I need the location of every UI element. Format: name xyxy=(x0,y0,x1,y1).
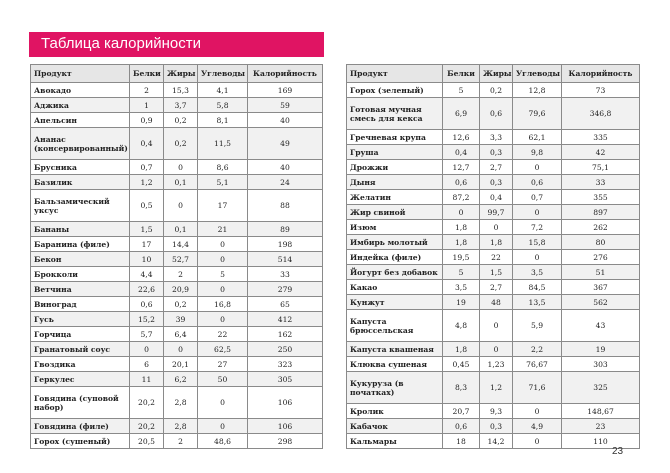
table-row xyxy=(31,387,323,419)
calories-cell: 346,8 xyxy=(562,98,640,130)
fat-cell: 0,2 xyxy=(164,128,198,160)
fat-cell: 0,1 xyxy=(164,222,198,237)
carbs-cell: 5 xyxy=(198,267,248,282)
protein-cell: 4,4 xyxy=(130,267,164,282)
carbs-cell: 0 xyxy=(198,419,248,434)
product-cell: Гранатовый соус xyxy=(31,342,130,357)
fat-cell: 9,3 xyxy=(480,404,513,419)
table-row xyxy=(31,372,323,387)
protein-cell: 0,6 xyxy=(130,297,164,312)
protein-cell: 19,5 xyxy=(443,250,480,265)
fat-cell: 15,3 xyxy=(164,83,198,98)
column-header: Белки xyxy=(130,65,164,83)
fat-cell: 14,2 xyxy=(480,434,513,449)
calories-cell: 51 xyxy=(562,265,640,280)
carbs-cell: 62,1 xyxy=(513,130,562,145)
product-cell: Бекон xyxy=(31,252,130,267)
carbs-cell: 13,5 xyxy=(513,295,562,310)
table-row xyxy=(31,175,323,190)
product-cell: Капуста квашеная xyxy=(347,342,443,357)
carbs-cell: 71,6 xyxy=(513,372,562,404)
fat-cell: 0,4 xyxy=(480,190,513,205)
product-cell: Ветчина xyxy=(31,282,130,297)
fat-cell: 0,3 xyxy=(480,419,513,434)
fat-cell: 0 xyxy=(164,160,198,175)
protein-cell: 1,8 xyxy=(443,220,480,235)
protein-cell: 8,3 xyxy=(443,372,480,404)
calories-cell: 40 xyxy=(248,160,323,175)
table-row xyxy=(31,237,323,252)
protein-cell: 11 xyxy=(130,372,164,387)
column-header: Продукт xyxy=(347,65,443,83)
table-row xyxy=(347,342,640,357)
table-row xyxy=(347,419,640,434)
fat-cell: 3,7 xyxy=(164,98,198,113)
table-row xyxy=(31,297,323,312)
product-cell: Гречневая крупа xyxy=(347,130,443,145)
calories-cell: 106 xyxy=(248,387,323,419)
fat-cell: 0,3 xyxy=(480,175,513,190)
table-row xyxy=(31,98,323,113)
product-cell: Груша xyxy=(347,145,443,160)
protein-cell: 1,5 xyxy=(130,222,164,237)
product-cell: Горох (зеленый) xyxy=(347,83,443,98)
column-header: Продукт xyxy=(31,65,130,83)
table-row xyxy=(347,434,640,449)
carbs-cell: 17 xyxy=(198,190,248,222)
product-cell: Говядина (филе) xyxy=(31,419,130,434)
calories-cell: 43 xyxy=(562,310,640,342)
page-title: Таблица калорийности xyxy=(41,35,201,52)
protein-cell: 0,9 xyxy=(130,113,164,128)
protein-cell: 22,6 xyxy=(130,282,164,297)
page-number: 23 xyxy=(612,446,624,457)
product-cell: Кальмары xyxy=(347,434,443,449)
carbs-cell: 11,5 xyxy=(198,128,248,160)
table-row xyxy=(31,222,323,237)
protein-cell: 0,5 xyxy=(130,190,164,222)
product-cell: Гвоздика xyxy=(31,357,130,372)
fat-cell: 0 xyxy=(164,190,198,222)
table-row xyxy=(31,327,323,342)
fat-cell: 0 xyxy=(480,310,513,342)
table-row xyxy=(31,267,323,282)
table-row xyxy=(347,404,640,419)
protein-cell: 15,2 xyxy=(130,312,164,327)
carbs-cell: 16,8 xyxy=(198,297,248,312)
fat-cell: 0 xyxy=(480,220,513,235)
table-row xyxy=(347,372,640,404)
column-header: Углеводы xyxy=(198,65,248,83)
calories-cell: 323 xyxy=(248,357,323,372)
table-row xyxy=(347,265,640,280)
calories-cell: 33 xyxy=(248,267,323,282)
product-cell: Виноград xyxy=(31,297,130,312)
product-cell: Геркулес xyxy=(31,372,130,387)
product-cell: Апельсин xyxy=(31,113,130,128)
product-cell: Йогурт без добавок xyxy=(347,265,443,280)
carbs-cell: 0 xyxy=(513,404,562,419)
fat-cell: 20,9 xyxy=(164,282,198,297)
protein-cell: 12,6 xyxy=(443,130,480,145)
calories-cell: 514 xyxy=(248,252,323,267)
carbs-cell: 62,5 xyxy=(198,342,248,357)
calories-cell: 897 xyxy=(562,205,640,220)
protein-cell: 19 xyxy=(443,295,480,310)
product-cell: Горох (сушеный) xyxy=(31,434,130,449)
calories-cell: 303 xyxy=(562,357,640,372)
protein-cell: 3,5 xyxy=(443,280,480,295)
protein-cell: 10 xyxy=(130,252,164,267)
fat-cell: 0,2 xyxy=(164,113,198,128)
carbs-cell: 8,6 xyxy=(198,160,248,175)
table-header-row xyxy=(31,65,323,83)
carbs-cell: 27 xyxy=(198,357,248,372)
calories-cell: 24 xyxy=(248,175,323,190)
table-header-row xyxy=(347,65,640,83)
product-cell: Бананы xyxy=(31,222,130,237)
calories-cell: 73 xyxy=(562,83,640,98)
calories-cell: 262 xyxy=(562,220,640,235)
calories-cell: 19 xyxy=(562,342,640,357)
calories-cell: 367 xyxy=(562,280,640,295)
fat-cell: 2,7 xyxy=(480,280,513,295)
product-cell: Клюква сушеная xyxy=(347,357,443,372)
carbs-cell: 22 xyxy=(198,327,248,342)
carbs-cell: 0,6 xyxy=(513,175,562,190)
protein-cell: 5 xyxy=(443,83,480,98)
fat-cell: 39 xyxy=(164,312,198,327)
protein-cell: 0 xyxy=(443,205,480,220)
protein-cell: 17 xyxy=(130,237,164,252)
protein-cell: 0 xyxy=(130,342,164,357)
product-cell: Аджика xyxy=(31,98,130,113)
fat-cell: 2,7 xyxy=(480,160,513,175)
table-row xyxy=(31,312,323,327)
table-row xyxy=(347,310,640,342)
protein-cell: 20,7 xyxy=(443,404,480,419)
protein-cell: 0,6 xyxy=(443,175,480,190)
protein-cell: 0,4 xyxy=(443,145,480,160)
carbs-cell: 9,8 xyxy=(513,145,562,160)
table-row xyxy=(31,128,323,160)
product-cell: Баранина (филе) xyxy=(31,237,130,252)
calorie-table-right xyxy=(346,64,640,449)
table-row xyxy=(347,295,640,310)
carbs-cell: 84,5 xyxy=(513,280,562,295)
calories-cell: 40 xyxy=(248,113,323,128)
product-cell: Базилик xyxy=(31,175,130,190)
calories-cell: 106 xyxy=(248,419,323,434)
calories-cell: 110 xyxy=(562,434,640,449)
fat-cell: 1,2 xyxy=(480,372,513,404)
calories-cell: 412 xyxy=(248,312,323,327)
calories-cell: 276 xyxy=(562,250,640,265)
calories-cell: 75,1 xyxy=(562,160,640,175)
protein-cell: 4,8 xyxy=(443,310,480,342)
calories-cell: 80 xyxy=(562,235,640,250)
protein-cell: 20,2 xyxy=(130,419,164,434)
table-row xyxy=(31,83,323,98)
carbs-cell: 0 xyxy=(513,434,562,449)
calories-cell: 33 xyxy=(562,175,640,190)
table-row xyxy=(347,357,640,372)
protein-cell: 1 xyxy=(130,98,164,113)
product-cell: Дыня xyxy=(347,175,443,190)
fat-cell: 1,5 xyxy=(480,265,513,280)
product-cell: Жир свиной xyxy=(347,205,443,220)
fat-cell: 0,2 xyxy=(164,297,198,312)
carbs-cell: 76,67 xyxy=(513,357,562,372)
table-row xyxy=(347,220,640,235)
carbs-cell: 7,2 xyxy=(513,220,562,235)
product-cell: Изюм xyxy=(347,220,443,235)
fat-cell: 2 xyxy=(164,267,198,282)
calories-cell: 23 xyxy=(562,419,640,434)
calories-cell: 49 xyxy=(248,128,323,160)
product-cell: Дрожжи xyxy=(347,160,443,175)
fat-cell: 99,7 xyxy=(480,205,513,220)
fat-cell: 0,1 xyxy=(164,175,198,190)
carbs-cell: 15,8 xyxy=(513,235,562,250)
fat-cell: 1,23 xyxy=(480,357,513,372)
protein-cell: 87,2 xyxy=(443,190,480,205)
fat-cell: 48 xyxy=(480,295,513,310)
protein-cell: 5,7 xyxy=(130,327,164,342)
fat-cell: 6,2 xyxy=(164,372,198,387)
table-row xyxy=(347,130,640,145)
protein-cell: 1,8 xyxy=(443,235,480,250)
carbs-cell: 2,2 xyxy=(513,342,562,357)
calories-cell: 279 xyxy=(248,282,323,297)
table-row xyxy=(347,160,640,175)
column-header: Углеводы xyxy=(513,65,562,83)
product-cell: Говядина (суповой набор) xyxy=(31,387,130,419)
table-row xyxy=(31,419,323,434)
column-header: Жиры xyxy=(164,65,198,83)
fat-cell: 20,1 xyxy=(164,357,198,372)
table-row xyxy=(31,434,323,449)
protein-cell: 20,2 xyxy=(130,387,164,419)
calories-cell: 198 xyxy=(248,237,323,252)
product-cell: Брокколи xyxy=(31,267,130,282)
calories-cell: 148,67 xyxy=(562,404,640,419)
calories-cell: 335 xyxy=(562,130,640,145)
calories-cell: 169 xyxy=(248,83,323,98)
carbs-cell: 79,6 xyxy=(513,98,562,130)
table-row xyxy=(347,145,640,160)
calorie-table-left xyxy=(30,64,323,449)
fat-cell: 0 xyxy=(164,342,198,357)
fat-cell: 0,3 xyxy=(480,145,513,160)
product-cell: Кунжут xyxy=(347,295,443,310)
product-cell: Кукуруза (в початках) xyxy=(347,372,443,404)
product-cell: Какао xyxy=(347,280,443,295)
table-row xyxy=(31,160,323,175)
fat-cell: 1,8 xyxy=(480,235,513,250)
carbs-cell: 0 xyxy=(198,387,248,419)
fat-cell: 0 xyxy=(480,342,513,357)
table-row xyxy=(31,252,323,267)
product-cell: Индейка (филе) xyxy=(347,250,443,265)
table-row xyxy=(31,113,323,128)
protein-cell: 6,9 xyxy=(443,98,480,130)
carbs-cell: 5,8 xyxy=(198,98,248,113)
table-row xyxy=(347,83,640,98)
calories-cell: 562 xyxy=(562,295,640,310)
product-cell: Ананас (консервированный) xyxy=(31,128,130,160)
calories-cell: 355 xyxy=(562,190,640,205)
column-header: Калорийность xyxy=(248,65,323,83)
carbs-cell: 4,1 xyxy=(198,83,248,98)
calories-cell: 65 xyxy=(248,297,323,312)
calories-cell: 325 xyxy=(562,372,640,404)
fat-cell: 2,8 xyxy=(164,419,198,434)
protein-cell: 18 xyxy=(443,434,480,449)
carbs-cell: 0,7 xyxy=(513,190,562,205)
carbs-cell: 5,9 xyxy=(513,310,562,342)
product-cell: Гусь xyxy=(31,312,130,327)
table-row xyxy=(31,190,323,222)
product-cell: Брусника xyxy=(31,160,130,175)
protein-cell: 1,8 xyxy=(443,342,480,357)
carbs-cell: 12,8 xyxy=(513,83,562,98)
calories-cell: 298 xyxy=(248,434,323,449)
protein-cell: 0,6 xyxy=(443,419,480,434)
table-row xyxy=(347,280,640,295)
table-row xyxy=(31,357,323,372)
fat-cell: 0,2 xyxy=(480,83,513,98)
carbs-cell: 5,1 xyxy=(198,175,248,190)
calories-cell: 162 xyxy=(248,327,323,342)
fat-cell: 3,3 xyxy=(480,130,513,145)
carbs-cell: 0 xyxy=(198,237,248,252)
carbs-cell: 0 xyxy=(513,160,562,175)
protein-cell: 1,2 xyxy=(130,175,164,190)
protein-cell: 0,4 xyxy=(130,128,164,160)
table-row xyxy=(347,98,640,130)
table-row xyxy=(31,342,323,357)
product-cell: Кролик xyxy=(347,404,443,419)
protein-cell: 20,5 xyxy=(130,434,164,449)
calories-cell: 59 xyxy=(248,98,323,113)
fat-cell: 0,6 xyxy=(480,98,513,130)
calories-cell: 42 xyxy=(562,145,640,160)
carbs-cell: 0 xyxy=(198,252,248,267)
protein-cell: 5 xyxy=(443,265,480,280)
carbs-cell: 0 xyxy=(198,312,248,327)
product-cell: Горчица xyxy=(31,327,130,342)
carbs-cell: 8,1 xyxy=(198,113,248,128)
product-cell: Бальзамический уксус xyxy=(31,190,130,222)
fat-cell: 14,4 xyxy=(164,237,198,252)
calories-cell: 88 xyxy=(248,190,323,222)
protein-cell: 0,7 xyxy=(130,160,164,175)
calories-cell: 250 xyxy=(248,342,323,357)
fat-cell: 2,8 xyxy=(164,387,198,419)
table-row xyxy=(347,250,640,265)
column-header: Жиры xyxy=(480,65,513,83)
title-banner xyxy=(29,32,324,57)
table-row xyxy=(31,282,323,297)
fat-cell: 52,7 xyxy=(164,252,198,267)
table-row xyxy=(347,205,640,220)
carbs-cell: 21 xyxy=(198,222,248,237)
product-cell: Готовая мучная смесь для кекса xyxy=(347,98,443,130)
column-header: Белки xyxy=(443,65,480,83)
product-cell: Кабачок xyxy=(347,419,443,434)
product-cell: Капуста брюссельская xyxy=(347,310,443,342)
protein-cell: 0,45 xyxy=(443,357,480,372)
carbs-cell: 48,6 xyxy=(198,434,248,449)
product-cell: Желатин xyxy=(347,190,443,205)
carbs-cell: 3,5 xyxy=(513,265,562,280)
product-cell: Авокадо xyxy=(31,83,130,98)
carbs-cell: 4,9 xyxy=(513,419,562,434)
fat-cell: 22 xyxy=(480,250,513,265)
calories-cell: 89 xyxy=(248,222,323,237)
table-row xyxy=(347,175,640,190)
carbs-cell: 0 xyxy=(513,205,562,220)
protein-cell: 12,7 xyxy=(443,160,480,175)
protein-cell: 2 xyxy=(130,83,164,98)
calories-cell: 305 xyxy=(248,372,323,387)
table-row xyxy=(347,190,640,205)
fat-cell: 6,4 xyxy=(164,327,198,342)
column-header: Калорийность xyxy=(562,65,640,83)
protein-cell: 6 xyxy=(130,357,164,372)
carbs-cell: 0 xyxy=(198,282,248,297)
fat-cell: 2 xyxy=(164,434,198,449)
table-row xyxy=(347,235,640,250)
carbs-cell: 50 xyxy=(198,372,248,387)
carbs-cell: 0 xyxy=(513,250,562,265)
product-cell: Имбирь молотый xyxy=(347,235,443,250)
